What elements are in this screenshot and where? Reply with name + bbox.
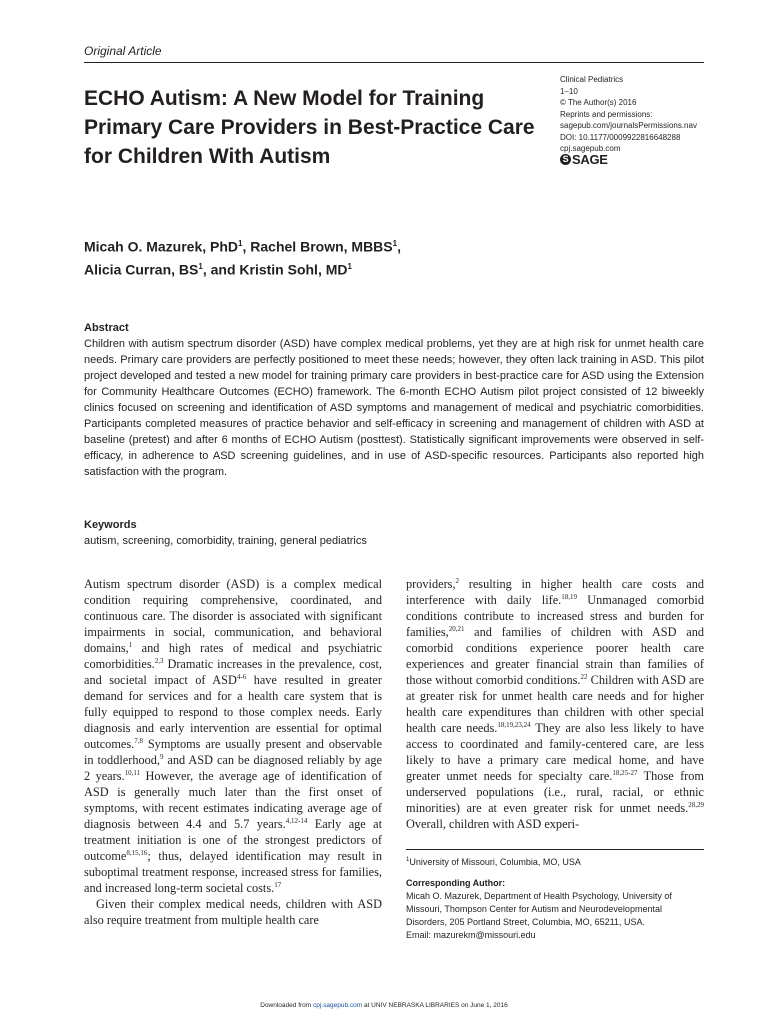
article-title: ECHO Autism: A New Model for Training Primary Care Providers in Best-Practice Care for Children With Autism xyxy=(84,87,535,168)
body-paragraph: Autism spectrum disorder (ASD) is a complex medical condition requiring comprehensive, coordinated, and continuous care. The disorder is associated with significant impairments in social, communication, and behavioral domains,$^1$ and high rates of medical and psychiatric comorbidities.$^{2,3}$ Dramatic increases in the prevalence, cost, and societal impact of ASD$^{4-6}$ have resulted in greater demand for services and for a health care system that is fully equipped to respond to those complex needs. Early diagnosis and early intervention are essential for optimal outcomes.$^{7,8}$ Symptoms are usually present and observable in toddlerhood,$^9$ and ASD can be diagnosed reliably by age 2 years.$^{10,11}$ However, the average age of identification of ASD is generally much later than the first onset of symptoms, with recent estimates indicating average age of diagnosis between 4.4 and 5.7 years.$^{4,12-14}$ Early age at treatment initiation is one of the strongest predictors of outcome$^{8,15,16}$; thus, delayed identification may result in suboptimal treatment response, increased stress for families, and increased long-term societal costs.$^{17}$ xyxy=(84,577,383,895)
body-column-right xyxy=(406,576,704,832)
affiliation-footnote xyxy=(406,854,704,869)
citation-ref[interactable]: 1 xyxy=(128,640,133,649)
abstract-text: Children with autism spectrum disorder (ASD) have complex medical problems, yet they are at high risk for unmet health care needs. Primary care providers are perfectly positioned to meet these needs; however, they often lack training in ASD. This pilot project developed and tested a new model for training primary care providers in best-practice care for ASD using the Extension for Community Healthcare Outcomes (ECHO) framework. The 6-month ECHO Autism pilot project consisted of 12 biweekly clinics focused on screening and identification of ASD symptoms and management of medical and psychiatric comorbidities. Participants completed measures of practice behavior and self-efficacy in screening and management of children with ASD at baseline (pretest) and after 6 months of ECHO Autism (posttest). Statistically significant improvements were observed in self-efficacy, in adherence to ASD screening guidelines, and in use of ASD-specific resources. Participants also reported high satisfaction with the program. xyxy=(84,338,704,478)
doi[interactable]: DOI: 10.1177/0009922816648288 xyxy=(560,132,681,142)
citation-ref[interactable]: 9 xyxy=(160,752,164,761)
journal-info xyxy=(560,74,730,155)
author-list xyxy=(84,234,401,279)
author-affiliation-mark: 1 xyxy=(198,261,203,271)
citation-ref[interactable]: 10,11 xyxy=(124,768,141,777)
journal-name: Clinical Pediatrics xyxy=(560,75,624,84)
body-paragraph: providers,$^2$ resulting in higher health care costs and interference with daily life.$^{18,19}$ Unmanaged comorbid conditions contribute to increased stress and burden for families,$^{20,21}$ and families of children with ASD and comorbid conditions experience poorer health care experiences and greater financial strain than families of those without comorbid conditions.$^{22}$ Children with ASD are at greater risk for unmet health care needs and for higher health care expenditures than children with other special health care needs.$^{18,19,23,24}$ They are also less likely to have access to coordinated and family-centered care, are less likely to have a primary care medical home, and have greater unmet needs for specialty care.$^{18,25-27}$ Those from underserved populations (i.e., rural, racial, or ethnic minorities) are at even greater risk for unmet needs.$^{28,29}$ Overall, children with ASD experi- xyxy=(406,576,704,831)
author-affiliation-mark: 1 xyxy=(347,261,352,271)
author-affiliation-mark: 1 xyxy=(392,239,398,248)
corresponding-heading: Corresponding Author: xyxy=(406,878,506,888)
affiliation-text: University of Missouri, Columbia, MO, USA xyxy=(409,857,581,867)
author-separator: , xyxy=(397,238,401,255)
download-link[interactable]: cpj.sagepub.com xyxy=(313,1002,363,1009)
citation-ref[interactable]: 2 xyxy=(455,576,460,585)
author-affiliation-mark: 1 xyxy=(238,239,243,248)
author-name: Rachel Brown, MBBS xyxy=(250,238,393,255)
citation-ref[interactable]: 2,3 xyxy=(154,656,164,665)
sage-wordmark: SAGE xyxy=(572,152,608,167)
keywords-heading: Keywords xyxy=(84,519,137,531)
download-note xyxy=(0,1002,768,1009)
body-paragraph: Given their complex medical needs, children with ASD also require treatment from multiple health care xyxy=(84,897,382,927)
author-separator: , and xyxy=(202,261,240,278)
author-name: Kristin Sohl, MD xyxy=(239,261,348,278)
citation-ref[interactable]: 18,19,23,24 xyxy=(497,720,531,729)
body-column-left xyxy=(84,576,382,928)
corresponding-author xyxy=(406,877,704,942)
sage-logo xyxy=(560,152,608,167)
citation-ref[interactable]: 8,15,16 xyxy=(126,848,148,857)
affiliation-mark: 1 xyxy=(406,857,410,863)
citation-ref[interactable]: 18,19 xyxy=(561,592,578,601)
abstract xyxy=(84,320,704,480)
corresponding-email[interactable]: Email: mazurekm@missouri.edu xyxy=(406,930,536,940)
footnote-rule xyxy=(406,849,704,850)
citation-ref[interactable]: 17 xyxy=(274,880,282,889)
sage-mark-icon: S xyxy=(560,154,571,165)
corresponding-text: Micah O. Mazurek, Department of Health Psychology, University of Missouri, Thompson Center for Autism and Neurodevelopmental Disorders, 205 Portland Street, Columbia, MO, 65211, USA. xyxy=(406,891,672,927)
page-range: 1–10 xyxy=(560,86,578,96)
journal-site[interactable]: cpj.sagepub.com xyxy=(560,144,621,153)
author-separator: , xyxy=(242,238,251,255)
article-type: Original Article xyxy=(84,44,162,58)
keywords-text: autism, screening, comorbidity, training, general pediatrics xyxy=(84,535,367,547)
author-name: Micah O. Mazurek, PhD xyxy=(84,238,239,255)
download-suffix: at UNIV NEBRASKA LIBRARIES on June 1, 2016 xyxy=(362,1002,508,1009)
copyright: © The Author(s) 2016 xyxy=(560,98,637,107)
citation-ref[interactable]: 4-6 xyxy=(236,672,247,681)
citation-ref[interactable]: 22 xyxy=(580,672,588,681)
citation-ref[interactable]: 7,8 xyxy=(134,736,143,745)
author-name: Alicia Curran, BS xyxy=(84,261,199,278)
citation-ref[interactable]: 28,29 xyxy=(688,800,704,809)
download-prefix: Downloaded from xyxy=(260,1002,313,1009)
header-rule xyxy=(84,62,704,63)
permissions-link[interactable]: sagepub.com/journalsPermissions.nav xyxy=(560,121,697,130)
citation-ref[interactable]: 4,12-14 xyxy=(285,816,308,825)
abstract-heading: Abstract xyxy=(84,322,129,334)
reprints-label: Reprints and permissions: xyxy=(560,109,653,119)
citation-ref[interactable]: 18,25-27 xyxy=(612,768,638,777)
keywords xyxy=(84,517,704,549)
citation-ref[interactable]: 20,21 xyxy=(448,624,465,633)
